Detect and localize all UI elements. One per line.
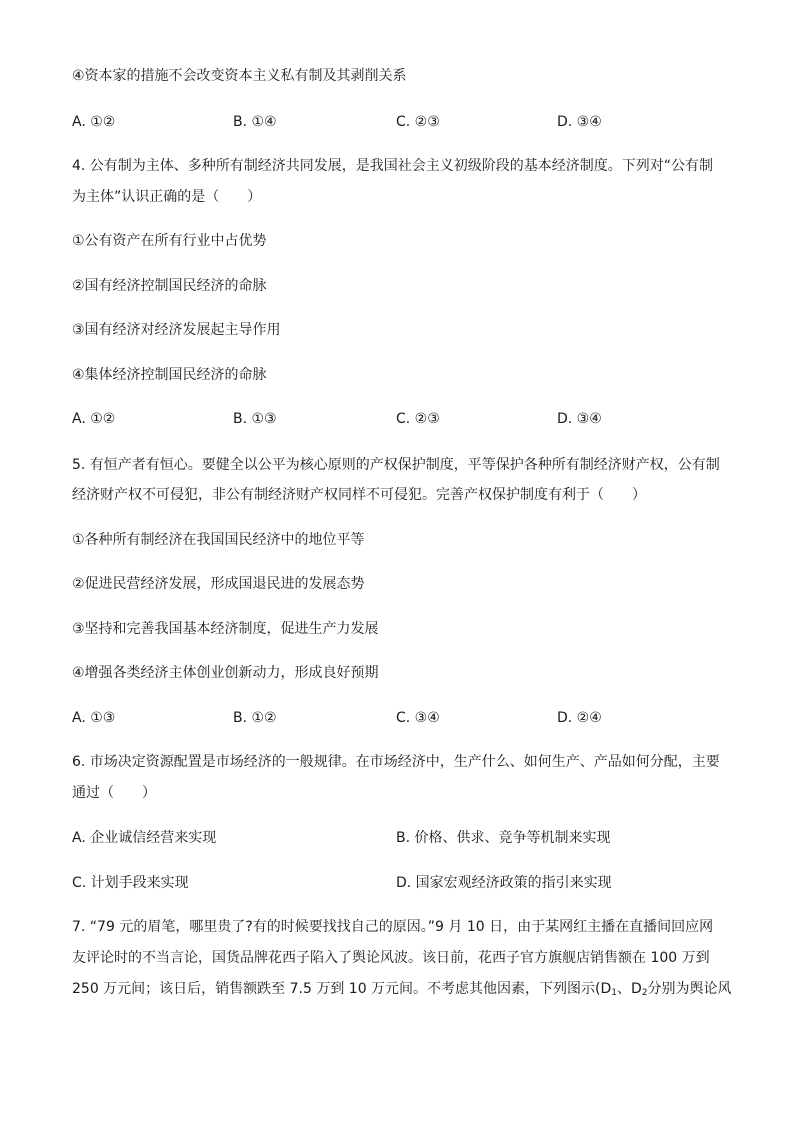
- q4-option-d[interactable]: D. ③④: [557, 411, 602, 427]
- q5-option-d[interactable]: D. ②④: [557, 710, 602, 726]
- q4-statement-4: ④集体经济控制国民经济的命脉: [72, 367, 267, 383]
- q5-option-c[interactable]: C. ③④: [396, 710, 440, 726]
- q3-option-d[interactable]: D. ③④: [557, 114, 602, 130]
- q6-option-b[interactable]: B. 价格、供求、竞争等机制来实现: [396, 830, 611, 846]
- q6-stem-line1: 6. 市场决定资源配置是市场经济的一般规律。在市场经济中，生产什么、如何生产、产品如何分配，主要: [72, 754, 720, 770]
- q6-stem-line2: 通过（ ）: [72, 785, 156, 801]
- q7-stem-line3: [72, 979, 732, 1003]
- q6-option-d[interactable]: D. 国家宏观经济政策的指引来实现: [396, 875, 612, 891]
- q7-stem-line3-part1: 250 万元间；该日后，销售额跌至 7.5 万到 10 万元间。不考虑其他因素，下列图示(D: [72, 981, 612, 997]
- q7-subscript-2: 2: [641, 988, 648, 998]
- q5-option-a[interactable]: A. ①③: [72, 710, 116, 726]
- q4-stem-line1: 4. 公有制为主体、多种所有制经济共同发展，是我国社会主义初级阶段的基本经济制度。下列对“公有制: [72, 158, 714, 174]
- q7-subscript-1: 1: [611, 988, 618, 998]
- q4-option-a[interactable]: A. ①②: [72, 411, 116, 427]
- q4-option-c[interactable]: C. ②③: [396, 411, 440, 427]
- q4-stem-line2: 为主体”认识正确的是（ ）: [72, 189, 262, 205]
- q5-statement-3: ③坚持和完善我国基本经济制度，促进生产力发展: [72, 621, 379, 637]
- q6-option-c[interactable]: C. 计划手段来实现: [72, 875, 189, 891]
- q4-option-b[interactable]: B. ①③: [233, 411, 277, 427]
- q3-statement-4: ④资本家的措施不会改变资本主义私有制及其剥削关系: [72, 68, 407, 84]
- q7-stem-line3-part2: 、D: [617, 981, 642, 997]
- q5-statement-1: ①各种所有制经济在我国国民经济中的地位平等: [72, 532, 365, 548]
- q7-stem-line1: 7. “79 元的眉笔，哪里贵了?有的时候要找找自己的原因。”9 月 10 日，由于某网红主播在直播间回应网: [72, 919, 714, 935]
- q7-stem-line3-part3: 分别为舆论风: [647, 981, 732, 997]
- q5-statement-4: ④增强各类经济主体创业创新动力，形成良好预期: [72, 665, 379, 681]
- q4-statement-3: ③国有经济对经济发展起主导作用: [72, 322, 281, 338]
- q7-stem-line2: 友评论时的不当言论，国货品牌花西子陷入了舆论风波。该日前，花西子官方旗舰店销售额在 100 万到: [72, 950, 710, 966]
- q3-option-c[interactable]: C. ②③: [396, 114, 440, 130]
- q5-option-b[interactable]: B. ①②: [233, 710, 277, 726]
- q5-statement-2: ②促进民营经济发展，形成国退民进的发展态势: [72, 576, 365, 592]
- q3-option-b[interactable]: B. ①④: [233, 114, 277, 130]
- q3-option-a[interactable]: A. ①②: [72, 114, 116, 130]
- q6-option-a[interactable]: A. 企业诚信经营来实现: [72, 830, 217, 846]
- q4-statement-1: ①公有资产在所有行业中占优势: [72, 233, 267, 249]
- q4-statement-2: ②国有经济控制国民经济的命脉: [72, 278, 267, 294]
- q5-stem-line2: 经济财产权不可侵犯，非公有制经济财产权同样不可侵犯。完善产权保护制度有利于（ ）: [72, 487, 646, 503]
- q5-stem-line1: 5. 有恒产者有恒心。要健全以公平为核心原则的产权保护制度，平等保护各种所有制经济财产权，公有制: [72, 457, 720, 473]
